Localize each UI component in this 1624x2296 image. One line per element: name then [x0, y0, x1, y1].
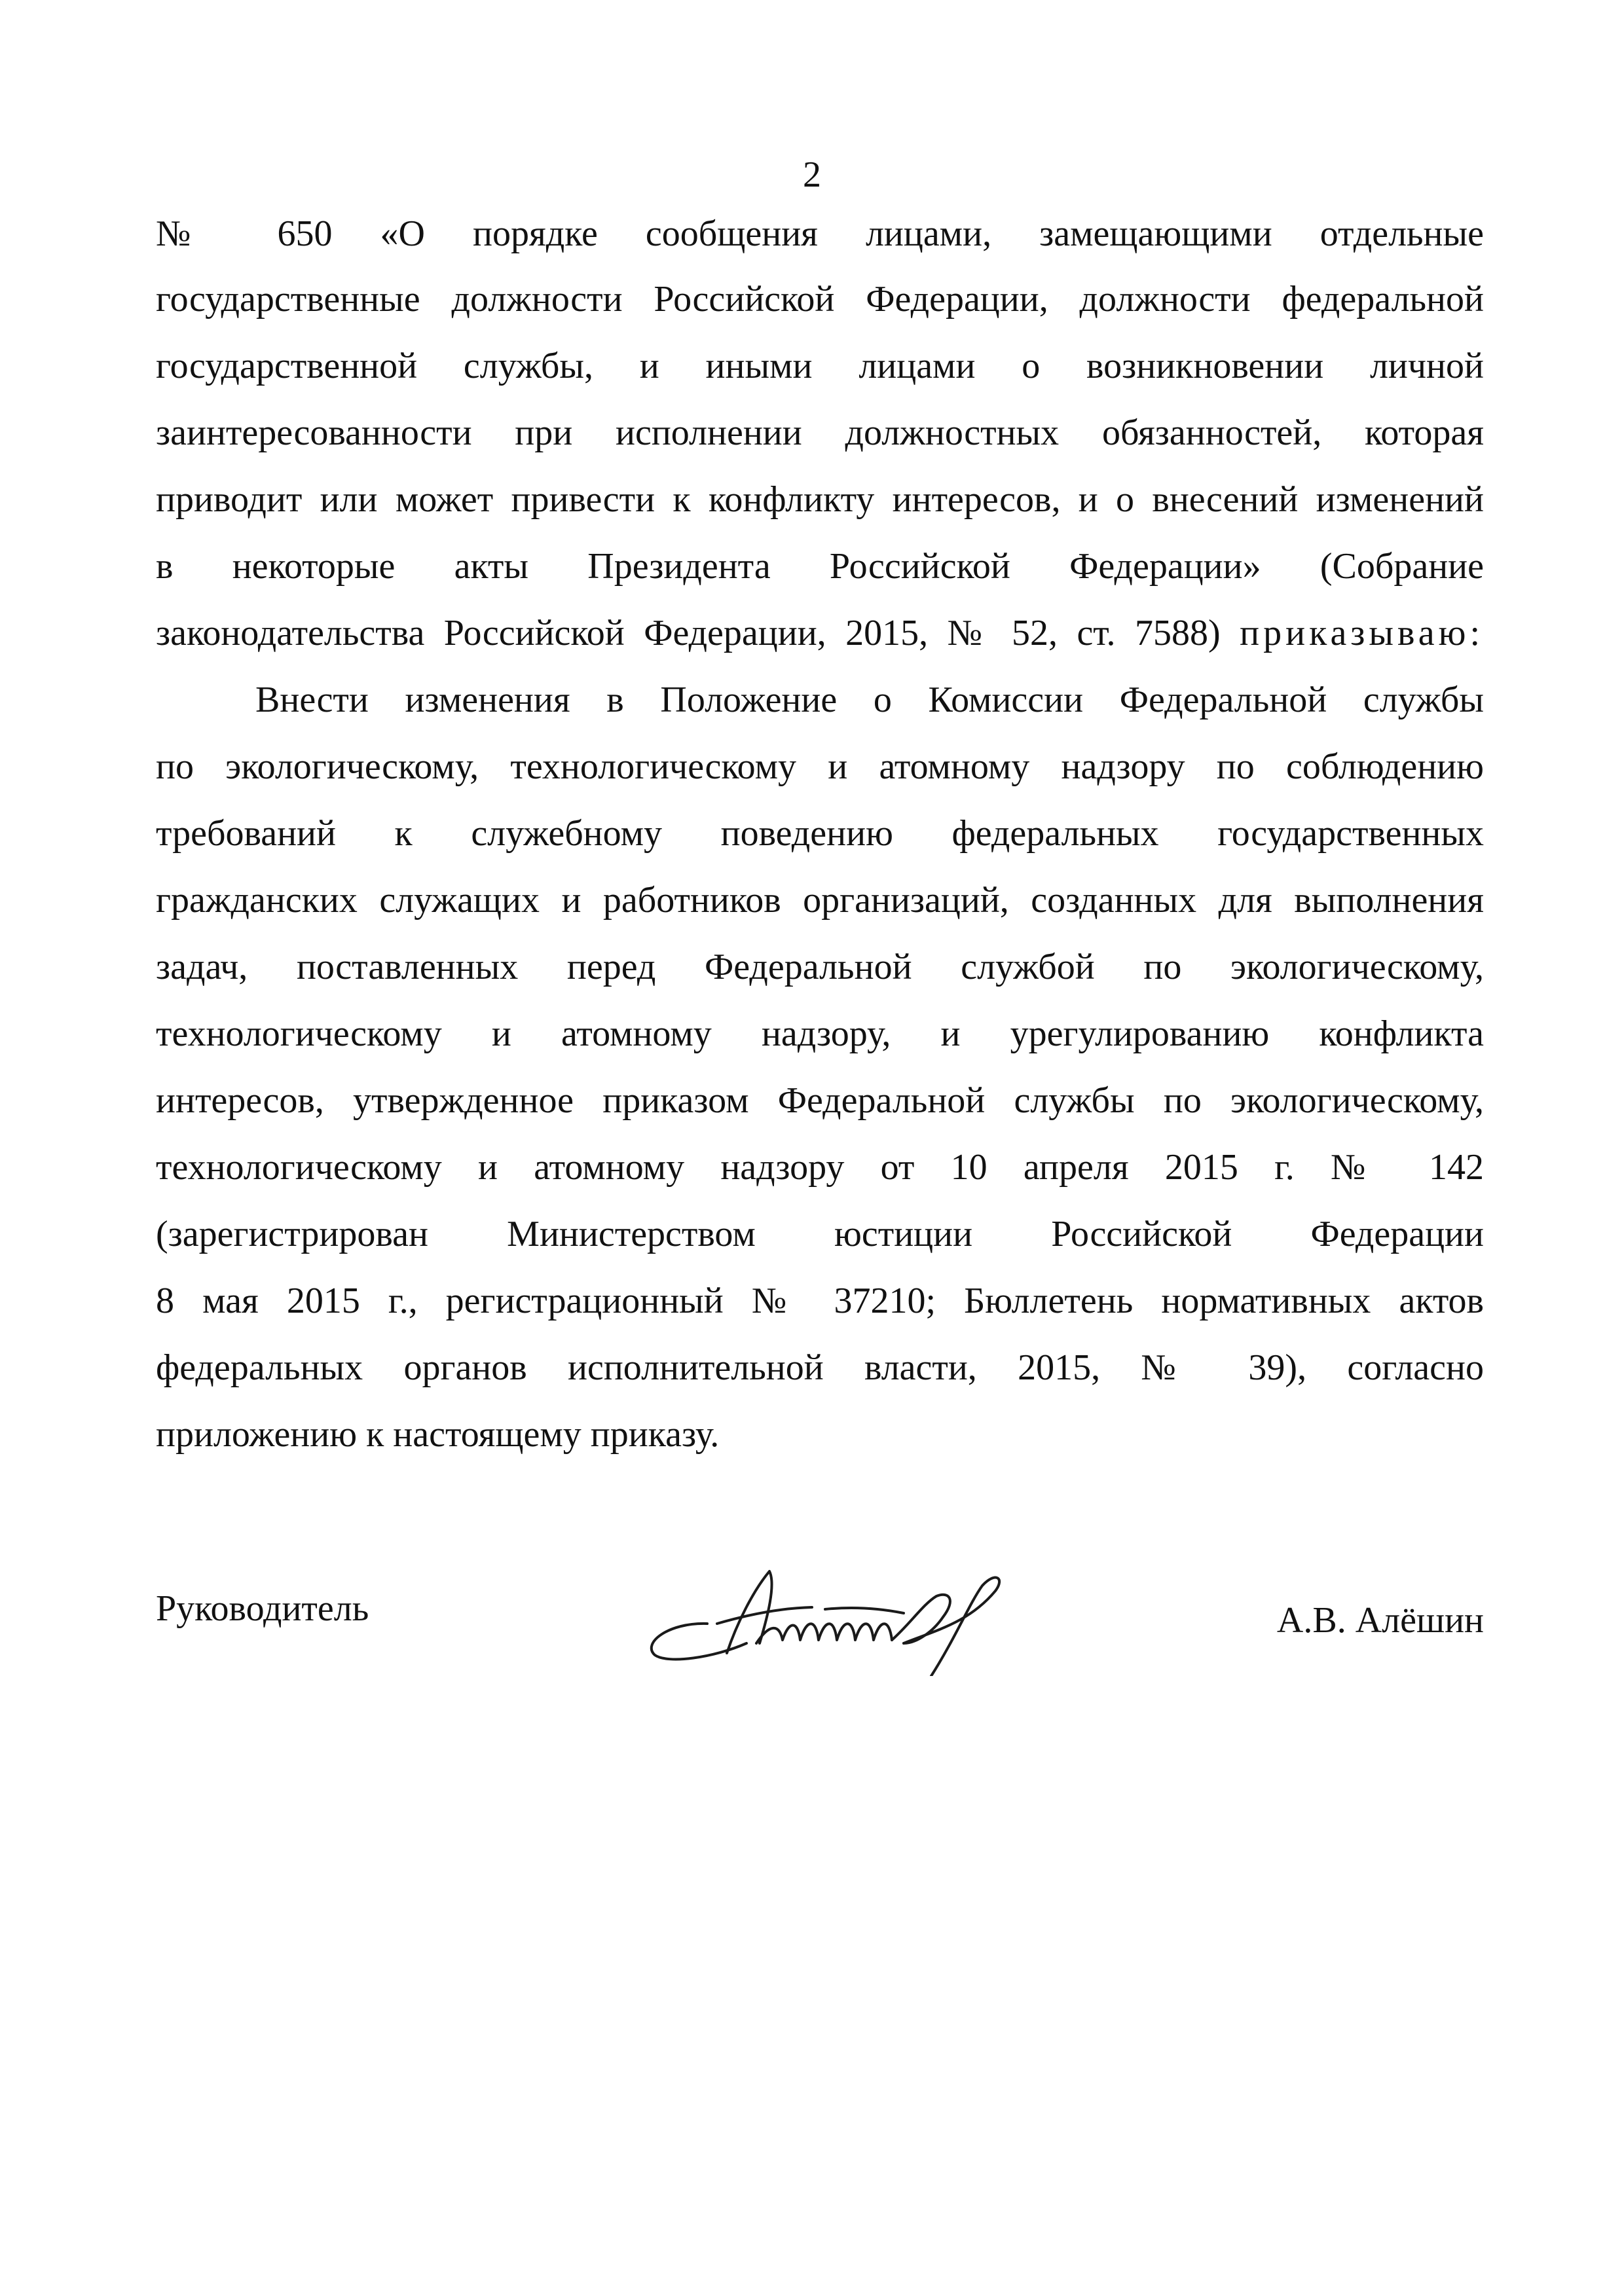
- text-line: Внести изменения в Положение о Комиссии Федеральной службы: [255, 680, 1484, 720]
- text-line: интересов, утвержденное приказом Федеральной службы по экологическому,: [156, 1080, 1484, 1121]
- text-line: технологическому и атомному надзору, и урегулированию конфликта: [156, 1013, 1484, 1054]
- text-line: законодательства Российской Федерации, 2015, № 52, ст. 7588): [156, 613, 1221, 653]
- text-line: приложению к настоящему приказу.: [156, 1414, 720, 1455]
- text-line: 8 мая 2015 г., регистрационный № 37210; Бюллетень нормативных актов: [156, 1281, 1484, 1321]
- text-line: задач, поставленных перед Федеральной службой по экологическому,: [156, 947, 1484, 987]
- text-line: федеральных органов исполнительной власти, 2015, № 39), согласно: [156, 1347, 1484, 1388]
- text-line: № 650 «О порядке сообщения лицами, замещающими отдельные: [156, 213, 1484, 254]
- page-number: 2: [803, 155, 821, 195]
- text-line: по экологическому, технологическому и атомному надзору по соблюдению: [156, 746, 1484, 787]
- text-line: заинтересованности при исполнении должностных обязанностей, которая: [156, 412, 1484, 453]
- text-line: технологическому и атомному надзору от 10 апреля 2015 г. № 142: [156, 1147, 1484, 1188]
- text-line: (зарегистрирован Министерством юстиции Российской Федерации: [156, 1214, 1484, 1254]
- signatory-name: А.В. Алёшин: [1276, 1600, 1484, 1641]
- order-word: приказываю:: [1240, 613, 1485, 653]
- text-line: государственной службы, и иными лицами о возникновении личной: [156, 346, 1484, 386]
- text-line: государственные должности Российской Федерации, должности федеральной: [156, 279, 1484, 319]
- text-line: требований к служебному поведению федеральных государственных: [156, 813, 1484, 854]
- handwritten-signature: [629, 1545, 1035, 1676]
- signatory-title: Руководитель: [156, 1588, 369, 1629]
- text-line-with-order: [156, 610, 1484, 656]
- text-line: приводит или может привести к конфликту интересов, и о внесений изменений: [156, 479, 1484, 520]
- text-line: гражданских служащих и работников организаций, созданных для выполнения: [156, 880, 1484, 920]
- text-line: в некоторые акты Президента Российской Федерации» (Собрание: [156, 546, 1484, 587]
